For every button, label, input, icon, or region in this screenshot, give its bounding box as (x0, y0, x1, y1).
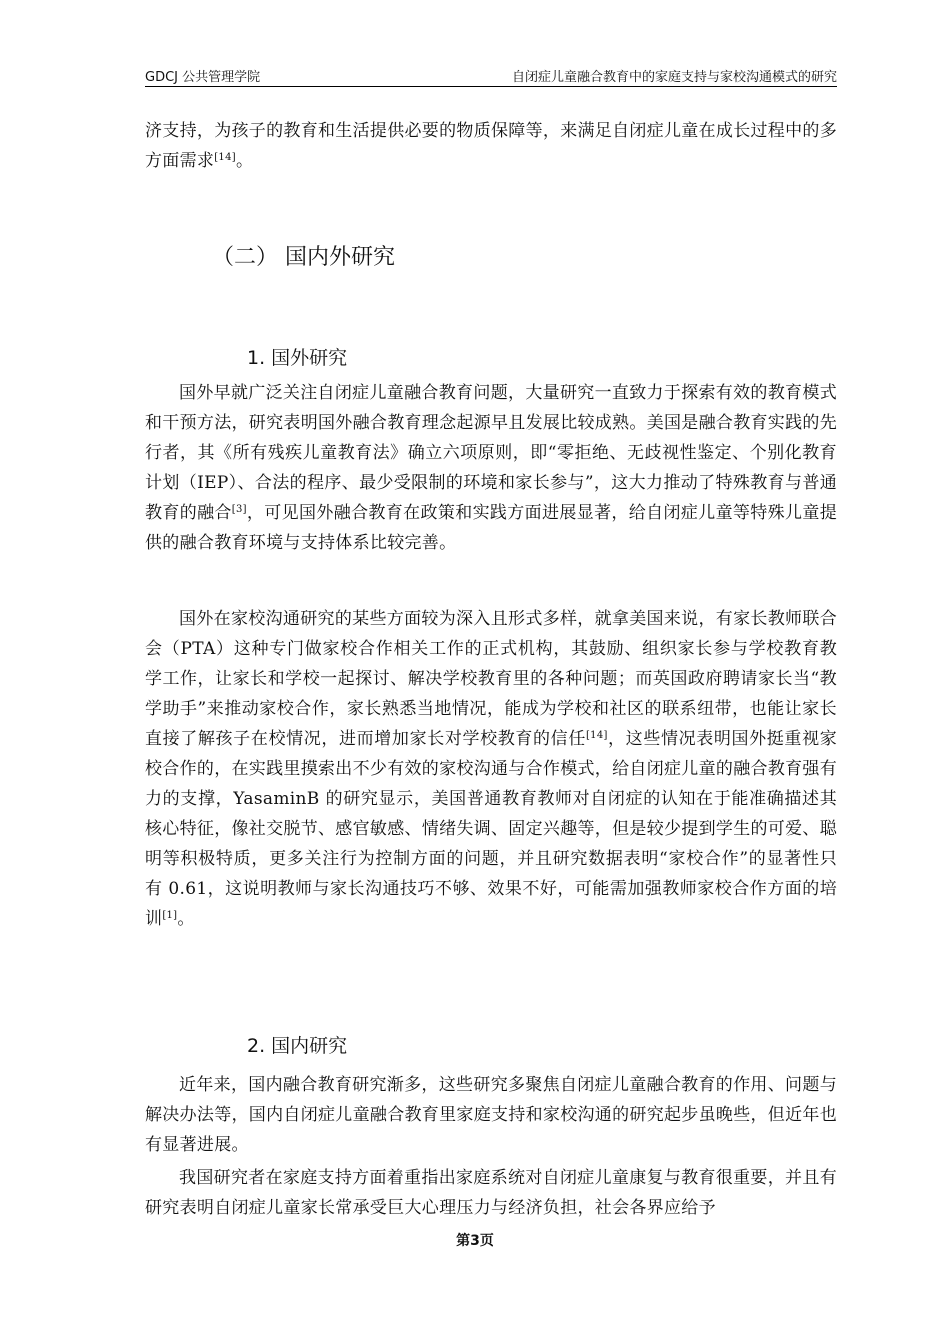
paragraph-foreign-home-school (145, 604, 837, 934)
paragraph-text: 国外在家校沟通研究的某些方面较为深入且形式多样，就拿美国来说，有家长教师联合会（PTA）这种专门做家校合作相关工作的正式机构，其鼓励、组织家长参与学校教育教学工作，让家长和学校一起探讨、解决学校教育里的各种问题；而英国政府聘请家长当“教学助手”来推动家校合作，家长熟悉当地情况，能成为学校和社区的联系纽带，也能让家长直接了解孩子在校情况，进而增加家长对学校教育的信任 (145, 609, 837, 749)
subsection-heading-domestic: 2. 国内研究 (247, 1035, 348, 1057)
header-divider (145, 86, 837, 87)
citation-ref: [1] (162, 910, 178, 921)
paragraph-tail: 。 (177, 909, 195, 929)
page-number: 第3页 (456, 1233, 494, 1249)
header-institution: GDCJ 公共管理学院 (145, 70, 261, 85)
citation-ref: [14] (585, 730, 608, 741)
section-heading: （二） 国内外研究 (212, 245, 395, 270)
paragraph-text: 济支持，为孩子的教育和生活提供必要的物质保障等，来满足自闭症儿童在成长过程中的多方面需求 (145, 121, 837, 171)
paragraph-foreign-inclusive-education (145, 378, 837, 558)
paragraph-text: 我国研究者在家庭支持方面着重指出家庭系统对自闭症儿童康复与教育很重要，并且有研究表明自闭症儿童家长常承受巨大心理压力与经济负担，社会各界应给予 (145, 1168, 837, 1218)
paragraph-text: 近年来，国内融合教育研究渐多，这些研究多聚焦自闭症儿童融合教育的作用、问题与解决办法等，国内自闭症儿童融合教育里家庭支持和家校沟通的研究起步虽晚些，但近年也有显著进展。 (145, 1075, 837, 1155)
citation-ref: [3] (231, 504, 247, 515)
paragraph-text: ，这些情况表明国外挺重视家校合作的，在实践里摸索出不少有效的家校沟通与合作模式，给自闭症儿童的融合教育强有力的支撑，YasaminB 的研究显示，美国普通教育教师对自闭症的认知在于能准确描述其核心特征，像社交脱节、感官敏感、情绪失调、固定兴趣等，但是较少提到学生的可爱、聪明等积极特质，更多关注行为控制方面的问题，并且研究数据表明“家校合作”的显著性只有 0.61，这说明教师与家长沟通技巧不够、效果不好，可能需加强教师家校合作方面的培训 (145, 729, 838, 929)
paragraph-tail: 。 (235, 151, 254, 171)
paragraph-continuation (145, 116, 837, 176)
paragraph-domestic-overview (145, 1070, 837, 1160)
citation-ref: [14] (214, 152, 236, 163)
subsection-heading-foreign: 1. 国外研究 (247, 347, 348, 369)
paragraph-domestic-family-support (145, 1163, 837, 1223)
paragraph-text: ，可见国外融合教育在政策和实践方面进展显著，给自闭症儿童等特殊儿童提供的融合教育环境与支持体系比较完善。 (145, 503, 838, 553)
header-thesis-title: 自闭症儿童融合教育中的家庭支持与家校沟通模式的研究 (511, 70, 837, 85)
page-header (145, 66, 837, 86)
paragraph-text: 国外早就广泛关注自闭症儿童融合教育问题，大量研究一直致力于探索有效的教育模式和干预方法，研究表明国外融合教育理念起源早且发展比较成熟。美国是融合教育实践的先行者，其《所有残疾儿童教育法》确立六项原则，即“零拒绝、无歧视性鉴定、个别化教育计划（IEP）、合法的程序、最少受限制的环境和家长参与”，这大力推动了特殊教育与普通教育的融合 (145, 383, 837, 523)
